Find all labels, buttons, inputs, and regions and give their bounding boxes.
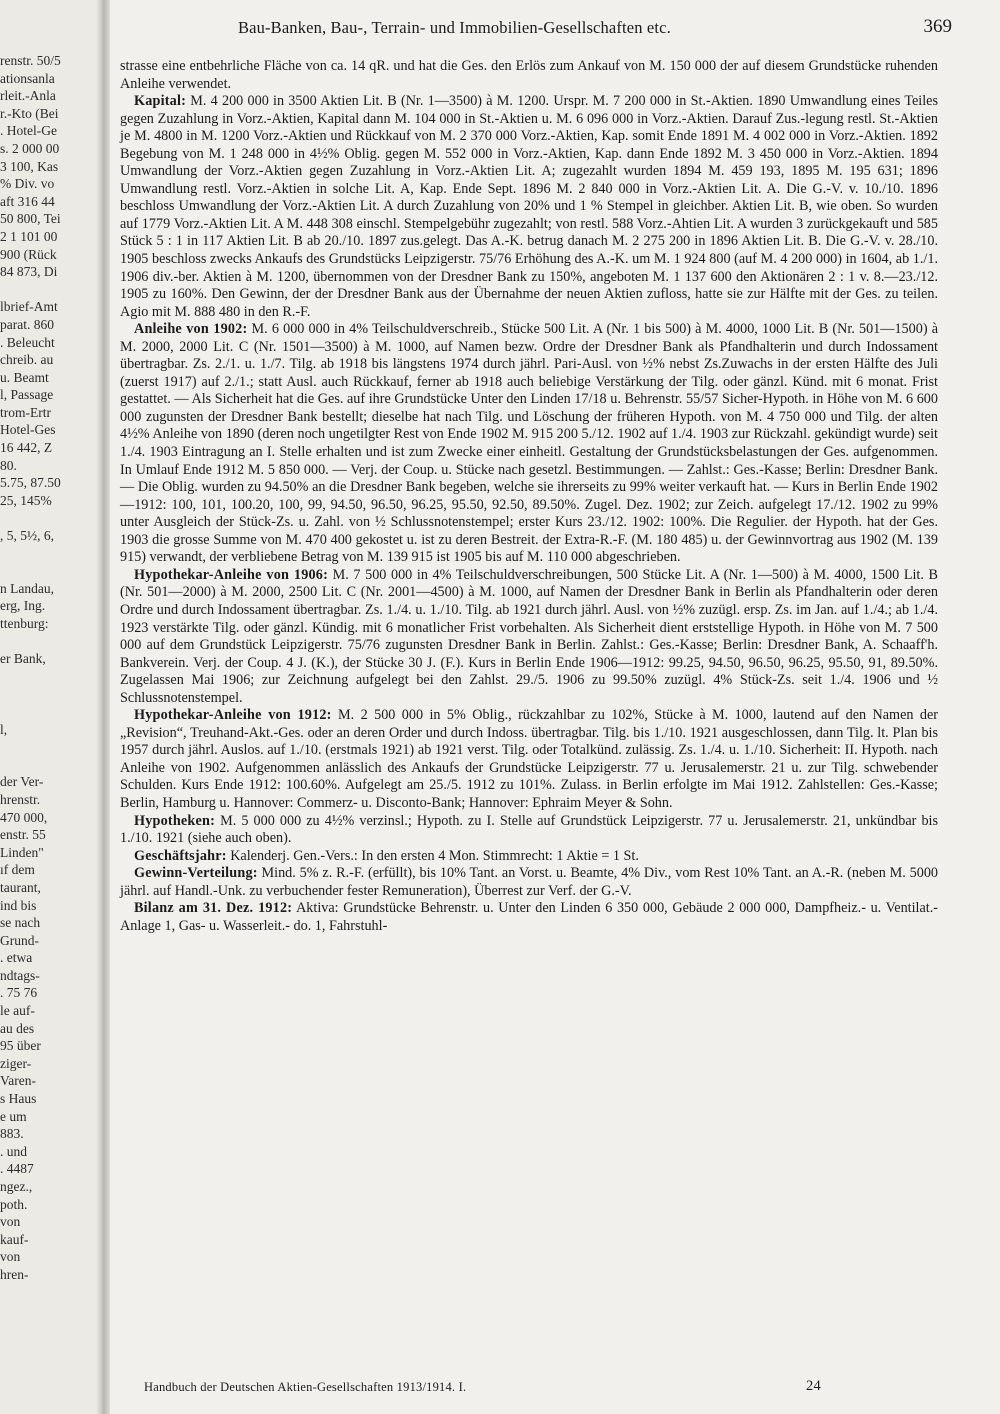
margin-line: 95 über bbox=[0, 1038, 41, 1054]
margin-line: hrenstr. bbox=[0, 791, 41, 807]
paragraph-text: M. 7 500 000 in 4% Teilschuldverschreibungen, 500 Stücke Lit. A (Nr. 1—500) à M. 4000, 1500 Lit. B (Nr. 501—2000) à M. 2000, 2500 Lit. C (Nr. 2001—4500) à M. 1000, auf Namen der Dresdner Bank in Berlin als Pfandhalterin oder deren Ordre und durch Indossament übertragbar. Zs. 1./4. u. 1./10. Tilg. ab 1921 durch jährl. Ausl. von ½% zuzügl. ersp. Zs. im Jan. auf 1./4.; ab 1./4. 1923 verstärkte Tilg. oder gänzl. Kündig. mit 6 monatlicher Frist vorbehalten. Als Sicherheit dient erststellige Hypoth. in Höhe von M. 7 500 000 auf dem Grundstück Leipzigerstr. 75/76 zugunsten Dresdner Bank in Berlin. Zahlst.: Ges.-Kasse; Berlin: Dresdner Bank, A. Schaaff'h. Bankverein. Verj. der Coup. 4 J. (K.), der Stücke 30 J. (F.). Kurs in Berlin Ende 1906—1912: 99.25, 94.50, 96.50, 96.25, 95.50, 91, 89.50%. Zugelassen Mai 1906; zur Zeichnung aufgelegt bei den Zahlst. 29./5. 1906 zu 99.50% zuzügl. 4% Stück-Zs. seit 1./4. 1906 und ½ Schlussnotenstempel. bbox=[120, 566, 938, 706]
paragraph-anleihe-1906 bbox=[120, 567, 938, 707]
margin-line: au des bbox=[0, 1020, 35, 1036]
margin-line: Linden" bbox=[0, 844, 44, 860]
paragraph-text: strasse eine entbehrliche Fläche von ca. 14 qR. und hat die Ges. den Erlös zum Ankauf von M. 150 000 der auf diesem Grundstücke ruhenden Anleihe verwendet. bbox=[120, 58, 938, 92]
margin-line: . Hotel-Ge bbox=[0, 123, 57, 139]
footer-text: Handbuch der Deutschen Aktien-Gesellschaften 1913/1914. I. bbox=[144, 1380, 467, 1394]
margin-line: ttenburg: bbox=[0, 616, 49, 631]
margin-line: der Ver- bbox=[0, 774, 44, 790]
margin-line bbox=[0, 738, 104, 756]
margin-line: se nach bbox=[0, 915, 41, 931]
header-title: Bau-Banken, Bau-, Terrain- und Immobilien-Gesellschaften etc. bbox=[238, 18, 671, 37]
paragraph-lead: Hypotheken: bbox=[134, 812, 216, 829]
margin-line: % Div. vo bbox=[0, 176, 55, 192]
margin-line: renstr. 50/5 bbox=[0, 53, 61, 68]
paragraph-lead: Anleihe von 1902: bbox=[134, 321, 248, 338]
margin-line: 3 100, Kas bbox=[0, 158, 59, 174]
margin-line bbox=[0, 633, 104, 651]
paragraph-text: M. 4 200 000 in 3500 Aktien Lit. B (Nr. 1—3500) à M. 1200. Urspr. M. 7 200 000 in St.-Aktien. 1890 Umwandlung eines Teiles gegen Zuzahlung in Vorz.-Aktien, Kapital dann M. 104 000 in St.-Aktien u. M. 6 096 000 in Vorz.-Aktien. Darauf Zus.-legung restl. St.-Aktien je M. 4800 in M. 1200 Vorz.-Aktien und Rückkauf von M. 2 370 000 Vorz.-Aktien, Kap. somit Ende 1891 M. 4 002 000 in Vorz.-Aktien. 1892 Begebung von M. 1 248 000 in 4½% Oblig. gegen M. 552 000 in Vorz.-Aktien, Kap. dann Ende 1892 M. 3 450 000 in Vorz.-Aktien. 1894 Umwandlung der Vorz.-Aktien gegen Zuzahlung in Vorz.-Aktien Lit. A; zugezahlt wurden 1894 M. 459 193, 1895 M. 195 631; 1896 Umwandlung restl. Vorz.-Aktien in solche Lit. A, Kap. Ende Sept. 1896 M. 2 840 000 in Vorz.-Aktien Lit. A. Die G.-V. v. 10./10. 1896 beschloss Umwandlung der Vorz.-Aktien Lit. A durch Zuzahlung von 20% und 1 % Stempel in gleichber. Aktien Lit. B, wie oben. So wurden auf 1779 Vorz.-Aktien Lit. A M. 448 308 einschl. Stempelgebühr zugezahlt; von restl. 588 Vorz.-Ahtien Lit. A wurden 3 zurückgekauft und 585 Stück 5 : 1 in 117 Aktien Lit. B ab 20./10. 1897 zus.gelegt. Das A.-K. betrug danach M. 2 275 200 in 1896 Aktien Lit. B. Die G.-V. v. 28./10. 1905 beschloss zwecks Ankaufs des Grundstücks Leipzigerstr. 75/76 Erhöhung des A.-K. um M. 1 924 800 (auf M. 4 200 000) in 1604, ab 1./1. 1906 div.-ber. Aktien à M. 1200, übernommen von der Dresdner Bank zu 150%, angeboten M. 1 137 600 den Aktionären 2 : 1 v. 8.—23./12. 1905 zu 160%. Den Gewinn, der der Dresdner Bank aus der Übernahme der neuen Aktien zufloss, hatte sie zur Hälfte mit der Ges. zu teilen. Agio mit M. 888 480 in den R.-F. bbox=[120, 93, 938, 320]
paragraph-kapital bbox=[120, 93, 938, 321]
margin-line: 25, 145% bbox=[0, 492, 52, 508]
margin-line: Varen- bbox=[0, 1073, 36, 1089]
margin-line: . 4487 bbox=[0, 1161, 34, 1177]
margin-line: erg, Ing. bbox=[0, 598, 46, 614]
margin-line: 883. bbox=[0, 1126, 24, 1142]
margin-line: ndtags- bbox=[0, 967, 40, 983]
margin-line: parat. 860 bbox=[0, 316, 54, 332]
paragraph-lead: Kapital: bbox=[134, 93, 187, 110]
margin-line: u. Beamt bbox=[0, 369, 49, 385]
margin-line: 2 1 101 00 bbox=[0, 228, 58, 244]
page-footer bbox=[144, 1380, 844, 1400]
margin-line: chreib. au bbox=[0, 352, 54, 368]
margin-line: 84 873, Di bbox=[0, 264, 58, 280]
margin-line: . 75 76 bbox=[0, 985, 38, 1001]
paragraph-lead: Geschäftsjahr: bbox=[134, 847, 227, 864]
paragraph-anleihe-1912 bbox=[120, 707, 938, 812]
margin-line: . etwa bbox=[0, 950, 33, 966]
margin-line: kauf- bbox=[0, 1231, 29, 1247]
paragraph-intro bbox=[120, 58, 938, 93]
paragraph-geschaeftsjahr bbox=[120, 848, 938, 866]
margin-line: ationsanla bbox=[0, 70, 55, 86]
paragraph-anleihe-1902 bbox=[120, 321, 938, 567]
margin-line: . Beleucht bbox=[0, 334, 55, 350]
page-number: 369 bbox=[923, 16, 952, 37]
margin-line: taurant, bbox=[0, 879, 41, 895]
margin-line: 80. bbox=[0, 457, 17, 473]
margin-line: lbrief-Amt bbox=[0, 299, 58, 315]
margin-line bbox=[0, 562, 104, 580]
margin-line: Grund- bbox=[0, 932, 39, 948]
margin-line bbox=[0, 685, 104, 703]
paragraph-text: Kalenderj. Gen.-Vers.: In den ersten 4 Mon. Stimmrecht: 1 Aktie = 1 St. bbox=[230, 847, 639, 864]
margin-line bbox=[0, 509, 104, 527]
paragraph-gewinn-verteilung bbox=[120, 865, 938, 900]
margin-line: 5.75, 87.50 bbox=[0, 475, 61, 491]
margin-line: , 5, 5½, 6, bbox=[0, 528, 54, 544]
paragraph-hypotheken bbox=[120, 813, 938, 848]
margin-line: hren- bbox=[0, 1266, 29, 1282]
paragraph-text: M. 6 000 000 in 4% Teilschuldverschreib., Stücke 500 Lit. A (Nr. 1 bis 500) à M. 4000, 1000 Lit. B (Nr. 501—1500) à M. 2000, 2000 Lit. C (Nr. 1501—3500) à M. 1000, auf Namen bezw. Ordre der Dresdner Bank als Pfandhalterin und durch Indossament übertragbar. Zs. 2./1. u. 1./7. Tilg. ab 1918 bis längstens 1974 durch jährl. Pari-Ausl. von ½% nebst Zs.Zuwachs in der ersten Hälfte des Juli (zuerst 1917) auf 2./1.; statt Ausl. auch Rückkauf, ferner ab 1918 auch beliebige Verstärkung der Tilg. oder gänzl. Künd. mit 6 monat. Frist gestattet. — Als Sicherheit hat die Ges. auf ihre Grundstücke Unter den Linden 17/18 u. Behrenstr. 55/57 Sicher-Hypoth. in Höhe von M. 6 600 000 zugunsten der Dresdner Bank bestellt; dieselbe hat nach Tilg. und Löschung der früheren Hypoth. von M. 4 750 000 und Tilg. der alten 4½% Anleihe von 1890 (deren noch ungetilgter Rest von Ende 1902 M. 915 200 5./12. 1902 auf 1./4. 1903 zur Rückzahl. gekündigt wurde) seit 1./4. 1903 Eintragung an I. Stelle erhalten und ist zum Zwecke einer einheitl. Gestaltung der Grundstücksbelastungen der Ges. aufgenommen. In Umlauf Ende 1912 M. 5 850 000. — Verj. der Coup. u. Stücke nach gesetzl. Bestimmungen. — Zahlst.: Ges.-Kasse; Berlin: Dresdner Bank. — Die Oblig. wurden zu 94.50% an die Dresdner Bank begeben, welche sie ihrerseits zu 99% weiter verkauft hat. — Kurs in Berlin Ende 1902—1912: 100, 101, 100.20, 100, 99, 94.50, 96.50, 96.25, 95.50, 92.50, 89.50%. Zugel. Dez. 1902; zur Zeich. aufgelegt 17./12. 1902 zu 99% unter Ausgleich der Stück-Zs. u. Zahl. von ½ Schlussnotenstempel; erster Kurs 23./12. 1902: 100%. Die Regulier. der Hypoth. hat der Ges. 1903 die grosse Summe von M. 470 400 gekostet u. ist zu deren Bestreit. der Extra-R.-F. (M. 180 485) u. der Gewinnvortrag aus 1902 (M. 139 915) verwandt, der verbliebene Betrag von M. 139 915 ist 1905 bis auf M. 110 000 abgeschrieben. bbox=[120, 321, 938, 566]
paragraph-text: Mind. 5% z. R.-F. (erfüllt), bis 10% Tant. an Vorst. u. Beamte, 4% Div., vom Rest 10% Tant. an A.-R. (neben M. 5000 jährl. auf Handl.-Unk. zu verbuchender fester Remuneration), Überrest zur Verf. der G.-V. bbox=[120, 865, 939, 899]
margin-line: trom-Ertr bbox=[0, 404, 51, 420]
body-text bbox=[120, 58, 938, 935]
paragraph-text: M. 5 000 000 zu 4½% verzinsl.; Hypoth. zu I. Stelle auf Grundstück Leipzigerstr. 77 u. Jerusalemerstr. 21, unkündbar bis 1./10. 1921 (siehe auch oben). bbox=[120, 812, 938, 847]
margin-line: s. 2 000 00 bbox=[0, 140, 60, 156]
margin-line: rleit.-Anla bbox=[0, 88, 56, 104]
margin-line: e um bbox=[0, 1108, 27, 1124]
margin-line: n Landau, bbox=[0, 580, 54, 596]
adjacent-page-margin bbox=[0, 0, 104, 1414]
margin-spacer bbox=[0, 0, 104, 52]
margin-line bbox=[0, 545, 104, 563]
margin-line: Hotel-Ges bbox=[0, 422, 56, 438]
margin-line: von bbox=[0, 1214, 21, 1230]
margin-line bbox=[0, 756, 104, 774]
margin-line: ıf dem bbox=[0, 862, 35, 878]
margin-line bbox=[0, 668, 104, 686]
margin-line bbox=[0, 281, 104, 299]
margin-line: 470 000, bbox=[0, 809, 48, 825]
margin-line: aft 316 44 bbox=[0, 193, 55, 209]
margin-line: von bbox=[0, 1249, 21, 1265]
margin-line: ind bis bbox=[0, 897, 37, 913]
margin-line: ngez., bbox=[0, 1179, 33, 1194]
footer-signature-number: 24 bbox=[806, 1378, 821, 1394]
margin-line: l, bbox=[0, 721, 8, 737]
margin-line: le auf- bbox=[0, 1003, 35, 1019]
paragraph-lead: Hypothekar-Anleihe von 1912: bbox=[134, 707, 332, 724]
paragraph-text: Aktiva: Grundstücke Behrenstr. u. Unter den Linden 6 350 000, Gebäude 2 000 000, Dampfheiz.- u. Ventilat.-Anlage 1, Gas- u. Wasserleit.- do. 1, Fahrstuhl- bbox=[120, 900, 939, 934]
paragraph-bilanz bbox=[120, 900, 938, 935]
margin-line: s Haus bbox=[0, 1091, 37, 1107]
margin-line: . und bbox=[0, 1143, 27, 1159]
margin-line: poth. bbox=[0, 1196, 28, 1212]
book-gutter bbox=[96, 0, 110, 1414]
margin-line: r.-Kto (Bei bbox=[0, 105, 59, 121]
running-header bbox=[110, 12, 970, 42]
margin-line bbox=[0, 703, 104, 721]
margin-line: 900 (Rück bbox=[0, 246, 57, 262]
margin-line: 16 442, Z bbox=[0, 440, 53, 456]
margin-line: enstr. 55 bbox=[0, 827, 46, 843]
paragraph-lead: Bilanz am 31. Dez. 1912: bbox=[134, 900, 293, 917]
margin-line: er Bank, bbox=[0, 651, 46, 667]
paragraph-lead: Hypothekar-Anleihe von 1906: bbox=[134, 566, 329, 583]
paragraph-text: M. 2 500 000 in 5% Oblig., rückzahlbar zu 102%, Stücke à M. 1000, lautend auf den Namen der „Revision“, Treuhand-Akt.-Ges. oder an deren Order und durch Indoss. übertragbar. Tilg. bis 1./10. 1921 ausgeschlossen, dann Tilg. lt. Plan bis 1957 durch jährl. Auslos. auf 1./10. (erstmals 1921) ab 1921 verst. Tilg. oder Totalkünd. zulässig. Zs. 1./4. u. 1./10. Sicherheit: II. Hypoth. nach Anleihe von 1902. Aufgenommen anlässlich des Ankaufs der Grundstücke Leipzigerstr. 77 u. Jerusalemerstr. 21 u. zur Tilg. schwebender Schulden. Kurs Ende 1912: 100.60%. Aufgelegt am 25./5. 1912 zu 101%. Zulass. in Berlin erfolgte im Mai 1912. Zahlstellen: Ges.-Kasse; Berlin, Hamburg u. Hannover: Commerz- u. Disconto-Bank; Hannover: Ephraim Meyer & Sohn. bbox=[120, 707, 939, 811]
margin-line: ziger- bbox=[0, 1055, 32, 1071]
margin-line: l, Passage bbox=[0, 387, 54, 403]
paragraph-lead: Gewinn-Verteilung: bbox=[134, 865, 258, 882]
margin-line: 50 800, Tei bbox=[0, 211, 61, 227]
